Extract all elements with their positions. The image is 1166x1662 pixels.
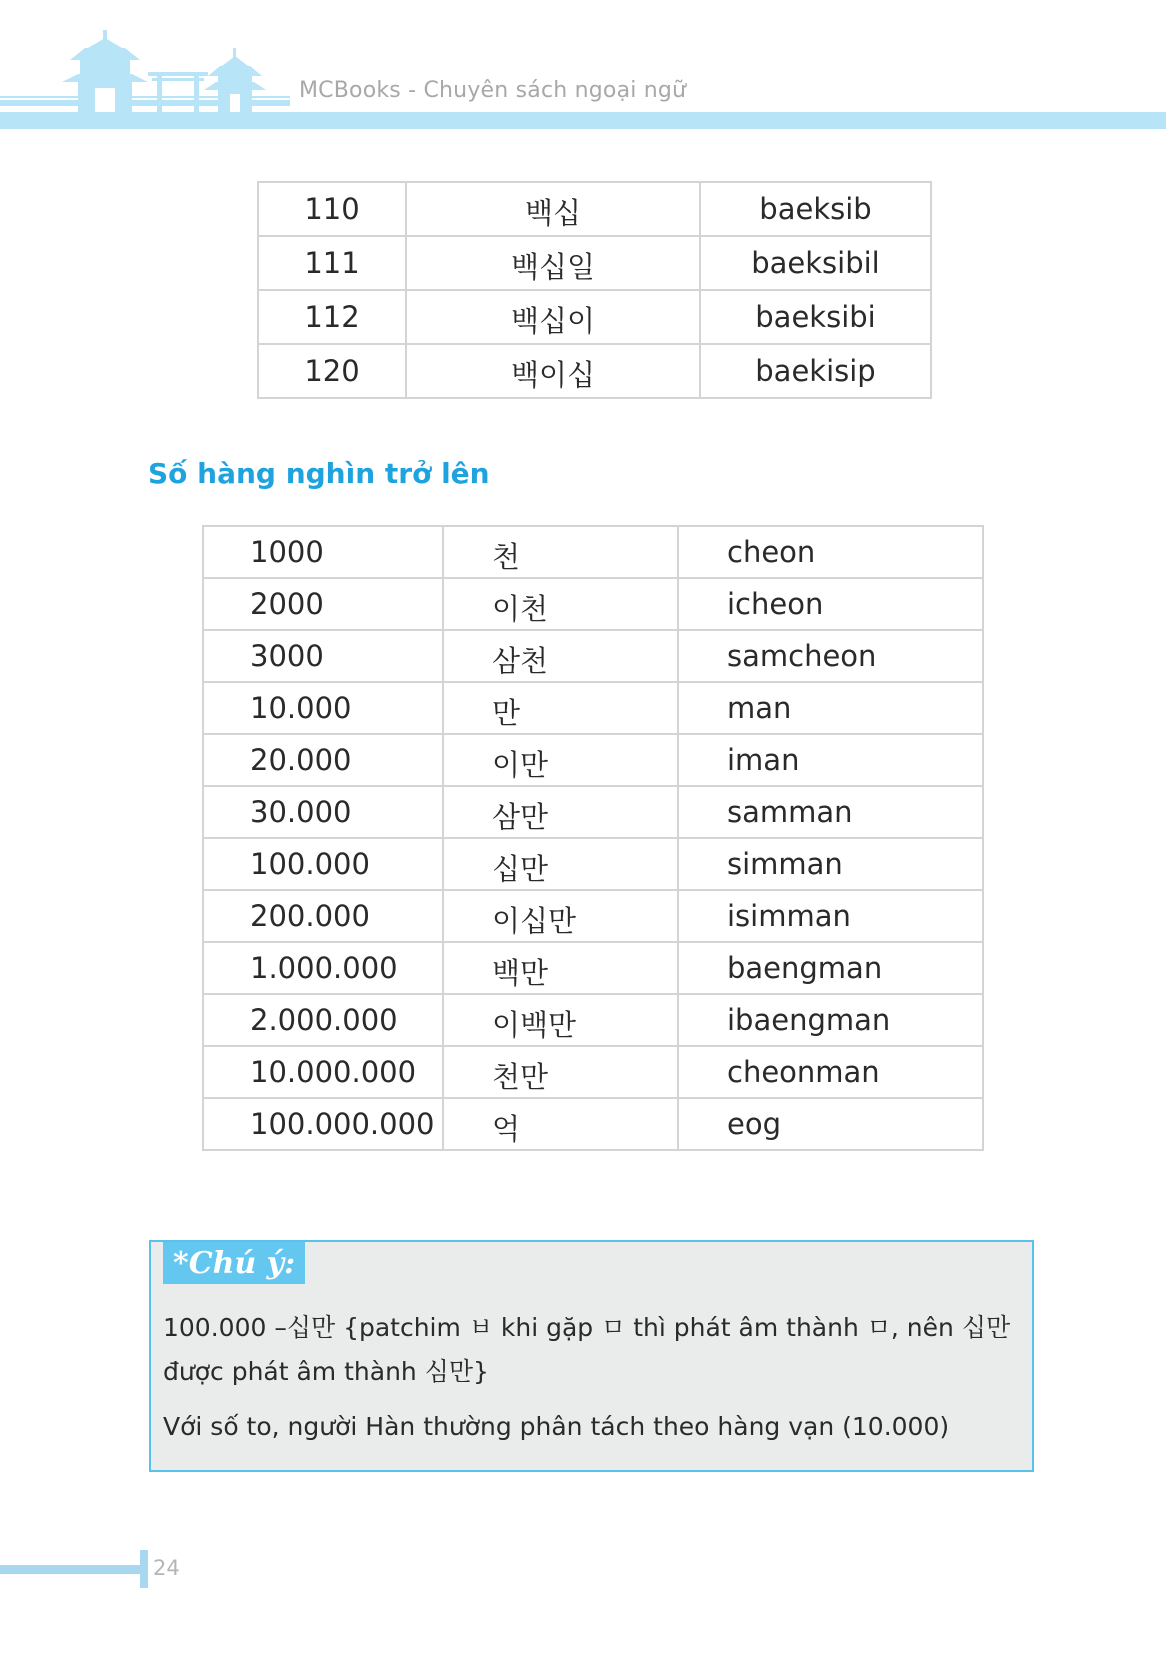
korean-cell: 삼천 [443, 630, 678, 682]
romanization-cell: eog [678, 1098, 983, 1150]
korean-cell: 억 [443, 1098, 678, 1150]
number-cell: 111 [258, 236, 406, 290]
korean-cell: 삼만 [443, 786, 678, 838]
korean-cell: 백십이 [406, 290, 700, 344]
romanization-cell: baeksib [700, 182, 931, 236]
korean-cell: 천만 [443, 1046, 678, 1098]
romanization-cell: iman [678, 734, 983, 786]
romanization-cell: cheon [678, 526, 983, 578]
number-cell: 1.000.000 [203, 942, 443, 994]
romanization-cell: baekisip [700, 344, 931, 398]
korean-cell: 천 [443, 526, 678, 578]
table-row [258, 236, 931, 290]
number-cell: 100.000.000 [203, 1098, 443, 1150]
table-row [203, 786, 983, 838]
romanization-cell: simman [678, 838, 983, 890]
pagoda-illustration [0, 30, 290, 125]
korean-cell: 이십만 [443, 890, 678, 942]
number-cell: 20.000 [203, 734, 443, 786]
table-row [203, 630, 983, 682]
number-cell: 2000 [203, 578, 443, 630]
romanization-cell: samcheon [678, 630, 983, 682]
table-row [203, 838, 983, 890]
table-row [203, 526, 983, 578]
romanization-cell: ibaengman [678, 994, 983, 1046]
table-row [258, 344, 931, 398]
publisher-header: MCBooks - Chuyên sách ngoại ngữ [299, 78, 687, 103]
table-row [258, 290, 931, 344]
section-title: Số hàng nghìn trở lên [148, 457, 490, 490]
romanization-cell: baeksibil [700, 236, 931, 290]
romanization-cell: man [678, 682, 983, 734]
number-cell: 10.000.000 [203, 1046, 443, 1098]
note-box [149, 1240, 1034, 1472]
table-row [203, 994, 983, 1046]
korean-cell: 백만 [443, 942, 678, 994]
number-cell: 3000 [203, 630, 443, 682]
romanization-cell: icheon [678, 578, 983, 630]
korean-cell: 만 [443, 682, 678, 734]
korean-cell: 십만 [443, 838, 678, 890]
korean-cell: 백십일 [406, 236, 700, 290]
korean-cell: 백이십 [406, 344, 700, 398]
table-row [203, 942, 983, 994]
footer-bar [140, 1550, 148, 1588]
number-cell: 30.000 [203, 786, 443, 838]
table-row [203, 1046, 983, 1098]
number-cell: 200.000 [203, 890, 443, 942]
number-cell: 120 [258, 344, 406, 398]
table-row [203, 682, 983, 734]
note-line-2: được phát âm thành 심만} [163, 1357, 489, 1386]
note-line-3: Với số to, người Hàn thường phân tách theo hàng vạn (10.000) [163, 1412, 950, 1441]
note-line-1: 100.000 –십만 {patchim ㅂ khi gặp ㅁ thì phát âm thành ㅁ, nên 십만 [163, 1313, 1011, 1342]
table-row [258, 182, 931, 236]
korean-cell: 이천 [443, 578, 678, 630]
number-cell: 110 [258, 182, 406, 236]
page-number: 24 [153, 1556, 180, 1580]
romanization-cell: baeksibi [700, 290, 931, 344]
romanization-cell: baengman [678, 942, 983, 994]
korean-cell: 백십 [406, 182, 700, 236]
hundreds-number-table [257, 181, 932, 399]
table-row [203, 890, 983, 942]
footer-line [0, 1565, 140, 1574]
romanization-cell: isimman [678, 890, 983, 942]
thousands-number-table [202, 525, 984, 1151]
table-row [203, 734, 983, 786]
number-cell: 10.000 [203, 682, 443, 734]
korean-cell: 이만 [443, 734, 678, 786]
romanization-cell: samman [678, 786, 983, 838]
number-cell: 1000 [203, 526, 443, 578]
romanization-cell: cheonman [678, 1046, 983, 1098]
note-title: *Chú ý: [163, 1242, 305, 1284]
korean-cell: 이백만 [443, 994, 678, 1046]
table-row [203, 578, 983, 630]
number-cell: 112 [258, 290, 406, 344]
number-cell: 100.000 [203, 838, 443, 890]
table-row [203, 1098, 983, 1150]
number-cell: 2.000.000 [203, 994, 443, 1046]
